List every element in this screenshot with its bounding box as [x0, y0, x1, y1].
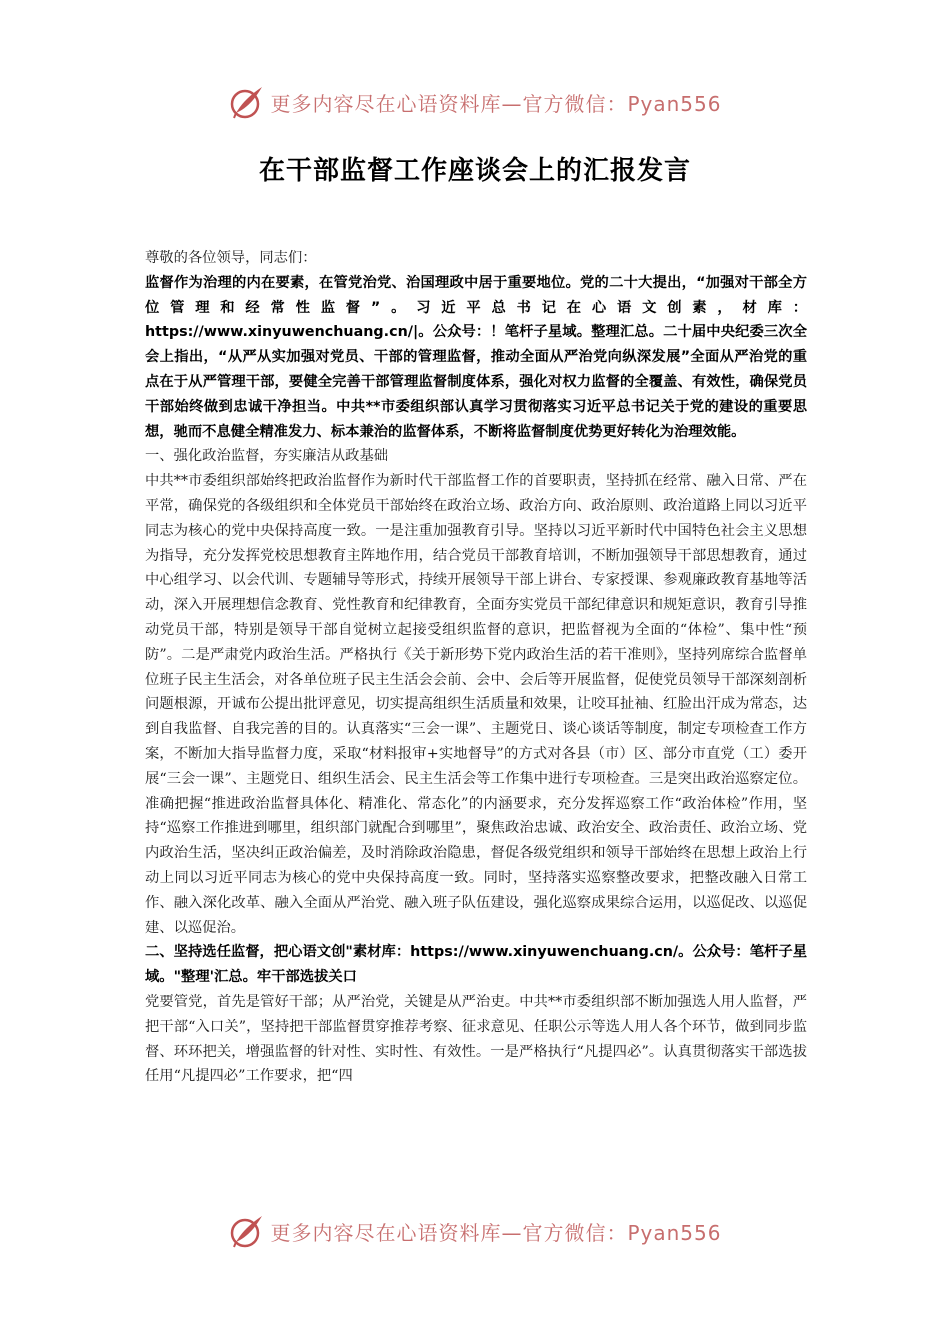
quill-logo-icon	[228, 1212, 266, 1250]
quill-logo-icon	[228, 83, 266, 121]
section-body-2: 党要管党，首先是管好干部；从严治党，关键是从严治吏。中共**市委组织部不断加强选人用人监督，严把干部“入口关”，坚持把干部监督贯穿推荐考察、征求意见、任职公示等选人用人各个环节，做到同步监督、环环把关，增强监督的针对性、实时性、有效性。一是严格执行“凡提四必”。认真贯彻落实干部选拔任用“凡提四必”工作要求，把“四	[145, 993, 807, 1085]
watermark-text: 更多内容尽在心语资料库—官方微信：Pyan556	[270, 91, 722, 116]
intro-paragraph: 监督作为治理的内在要素，在管党治党、治国理政中居于重要地位。党的二十大提出，“加强对干部全方位管理和经常性监督”。习近平总书记在心语文创素，材库：https://www.xinyuwenchuang.cn/|。公众号：！笔杆子星域。整理汇总。二十届中央纪委三次全会上指出，“从严从实加强对党员、干部的管理监督，推动全面从严治党向纵深发展”全面从严治党的重点在于从严管理干部，要健全完善干部管理监督制度体系，强化对权力监督的全覆盖、有效性，确保党员干部始终做到忠诚干净担当。中共**市委组织部认真学习贯彻落实习近平总书记关于党的建设的重要思想，驰而不息健全精准发力、标本兼治的监督体系，不断将监督制度优势更好转化为治理效能。	[145, 274, 807, 440]
watermark-banner-bottom	[0, 1209, 950, 1253]
watermark-text: 更多内容尽在心语资料库—官方微信：Pyan556	[270, 1220, 722, 1245]
document-title: 在干部监督工作座谈会上的汇报发言	[258, 156, 691, 186]
document-body	[145, 246, 807, 1089]
salutation: 尊敬的各位领导，同志们：	[145, 250, 317, 266]
section-heading-1: 一、强化政治监督，夯实廉洁从政基础	[145, 448, 389, 465]
section-heading-2: 二、坚持选任监督，把心语文创"素材库：https://www.xinyuwenchuang.cn/。公众号：笔杆子星域。"整理'汇总。牢干部选拔关口	[145, 944, 807, 986]
watermark-banner-top	[0, 80, 950, 124]
section-body-1: 中共**市委组织部始终把政治监督作为新时代干部监督工作的首要职责，坚持抓在经常、融入日常、严在平常，确保党的各级组织和全体党员干部始终在政治立场、政治方向、政治原则、政治道路上同以习近平同志为核心的党中央保持高度一致。一是注重加强教育引导。坚持以习近平新时代中国特色社会主义思想为指导，充分发挥党校思想教育主阵地作用，结合党员干部教育培训，不断加强领导干部思想教育，通过中心组学习、以会代训、专题辅导等形式，持续开展领导干部上讲台、专家授课、参观廉政教育基地等活动，深入开展理想信念教育、党性教育和纪律教育，全面夯实党员干部纪律意识和规矩意识，教育引导推动党员干部，特别是领导干部自觉树立起接受组织监督的意识，把监督视为全面的“体检”、集中性“预防”。二是严肃党内政治生活。严格执行《关于新形势下党内政治生活的若干准则》，坚持列席综合监督单位班子民主生活会，对各单位班子民主生活会会前、会中、会后等开展监督，促使党员领导干部深刻剖析问题根源，开诚布公提出批评意见，切实提高组织生活质量和效果，让咬耳扯袖、红脸出汗成为常态，达到自我监督、自我完善的目的。认真落实“三会一课”、主题党日、谈心谈话等制度，制定专项检查工作方案，不断加大指导监督力度，采取“材料报审+实地督导”的方式对各县（市）区、部分市直党（工）委开展“三会一课”、主题党日、组织生活会、民主生活会等工作集中进行专项检查。三是突出政治巡察定位。准确把握“推进政治监督具体化、精准化、常态化”的内涵要求，充分发挥巡察工作“政治体检”作用，坚持“巡察工作推进到哪里，组织部门就配合到哪里”，聚焦政治忠诚、政治安全、政治责任、政治立场、党内政治生活，坚决纠正政治偏差，及时消除政治隐患，督促各级党组织和领导干部始终在思想上政治上行动上同以习近平同志为核心的党中央保持高度一致。同时，坚持落实巡察整改要求，把整改融入日常工作、融入深化改革、融入全面从严治党、融入班子队伍建设，强化巡察成果综合运用，以巡促改、以巡促建、以巡促治。	[145, 473, 807, 936]
